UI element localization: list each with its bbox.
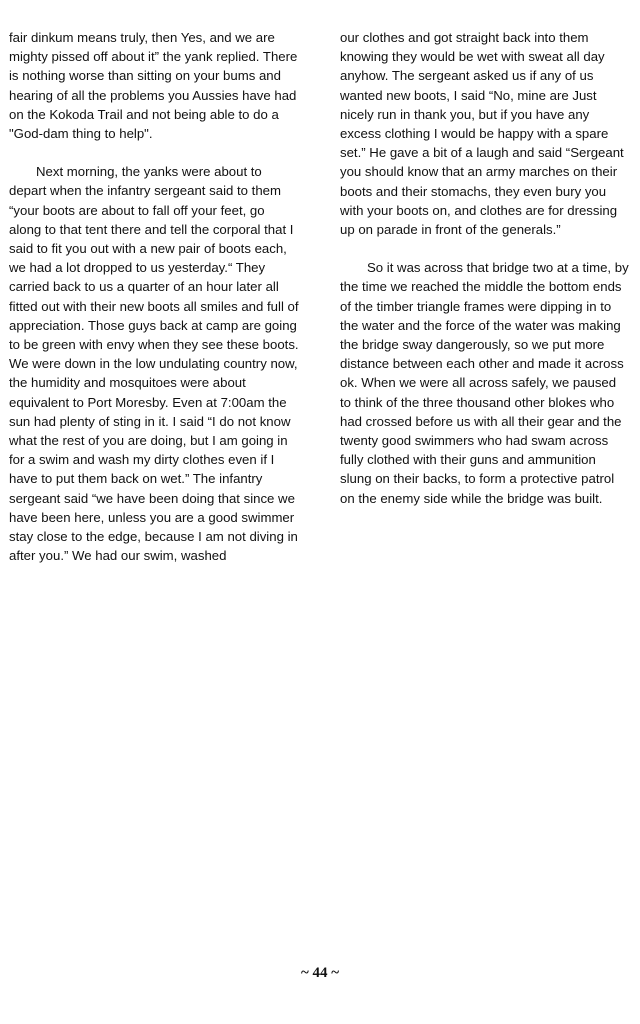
page-number: ~ 44 ~ <box>300 965 340 981</box>
right-column <box>340 28 630 527</box>
paragraph-clothes: our clothes and got straight back into them knowing they would be wet with sweat all day anyhow. The sergeant asked us if any of us wanted new boots, I said “No, mine are Just nicely run in thank you, but if you have any excess clothing I would be happy with a spare set.” He gave a bit of a laugh and said “Sergeant you should know that an army marches on their boots and their stomachs, they even bury you with your boots on, and clothes are for dressing up on parade in front of the generals.” <box>340 30 624 238</box>
left-column <box>9 28 299 584</box>
paragraph-bridge: So it was across that bridge two at a time, by the time we reached the middle the bottom ends of the timber triangle frames were dipping in to the water and the force of the water was making the bridge sway dangerously, so we put more distance between each other and made it across ok. When we were all across safely, we paused to think of the three thousand other blokes who had crossed before us with all their gear and the twenty good swimmers who had swam across fully clothed with their guns and ammunition slung on their backs, to form a protective patrol on the enemy side while the bridge was built. <box>340 260 629 506</box>
paragraph-continued: fair dinkum means truly, then Yes, and we are mighty pissed off about it” the yank replied. There is nothing worse than sitting on your bums and hearing of all the problems you Aussies have had on the Kokoda Trail and not being able to do a "God-dam thing to help". <box>9 30 298 142</box>
paragraph-next-morning: Next morning, the yanks were about to depart when the infantry sergeant said to them “your boots are about to fall off your feet, go along to that tent there and tell the corporal that I said to fit you out with a new pair of boots each, we had a lot dropped to us yesterday.“ They carried back to us a quarter of an hour later all fitted out with their new boots all smiles and full of appreciation. Those guys back at camp are going to be green with envy when they see these boots. We were down in the low undulating country now, the humidity and mosquitoes were about equivalent to Port Moresby. Even at 7:00am the sun had plenty of sting in it. I said “I do not know what the rest of you are doing, but I am going in for a swim and wash my dirty clothes even if I have to put them back on wet.” The infantry sergeant said “we have been doing that since we have been here, unless you are a good swimmer stay close to the edge, because I am not diving in after you.” We had our swim, washed <box>9 164 299 564</box>
